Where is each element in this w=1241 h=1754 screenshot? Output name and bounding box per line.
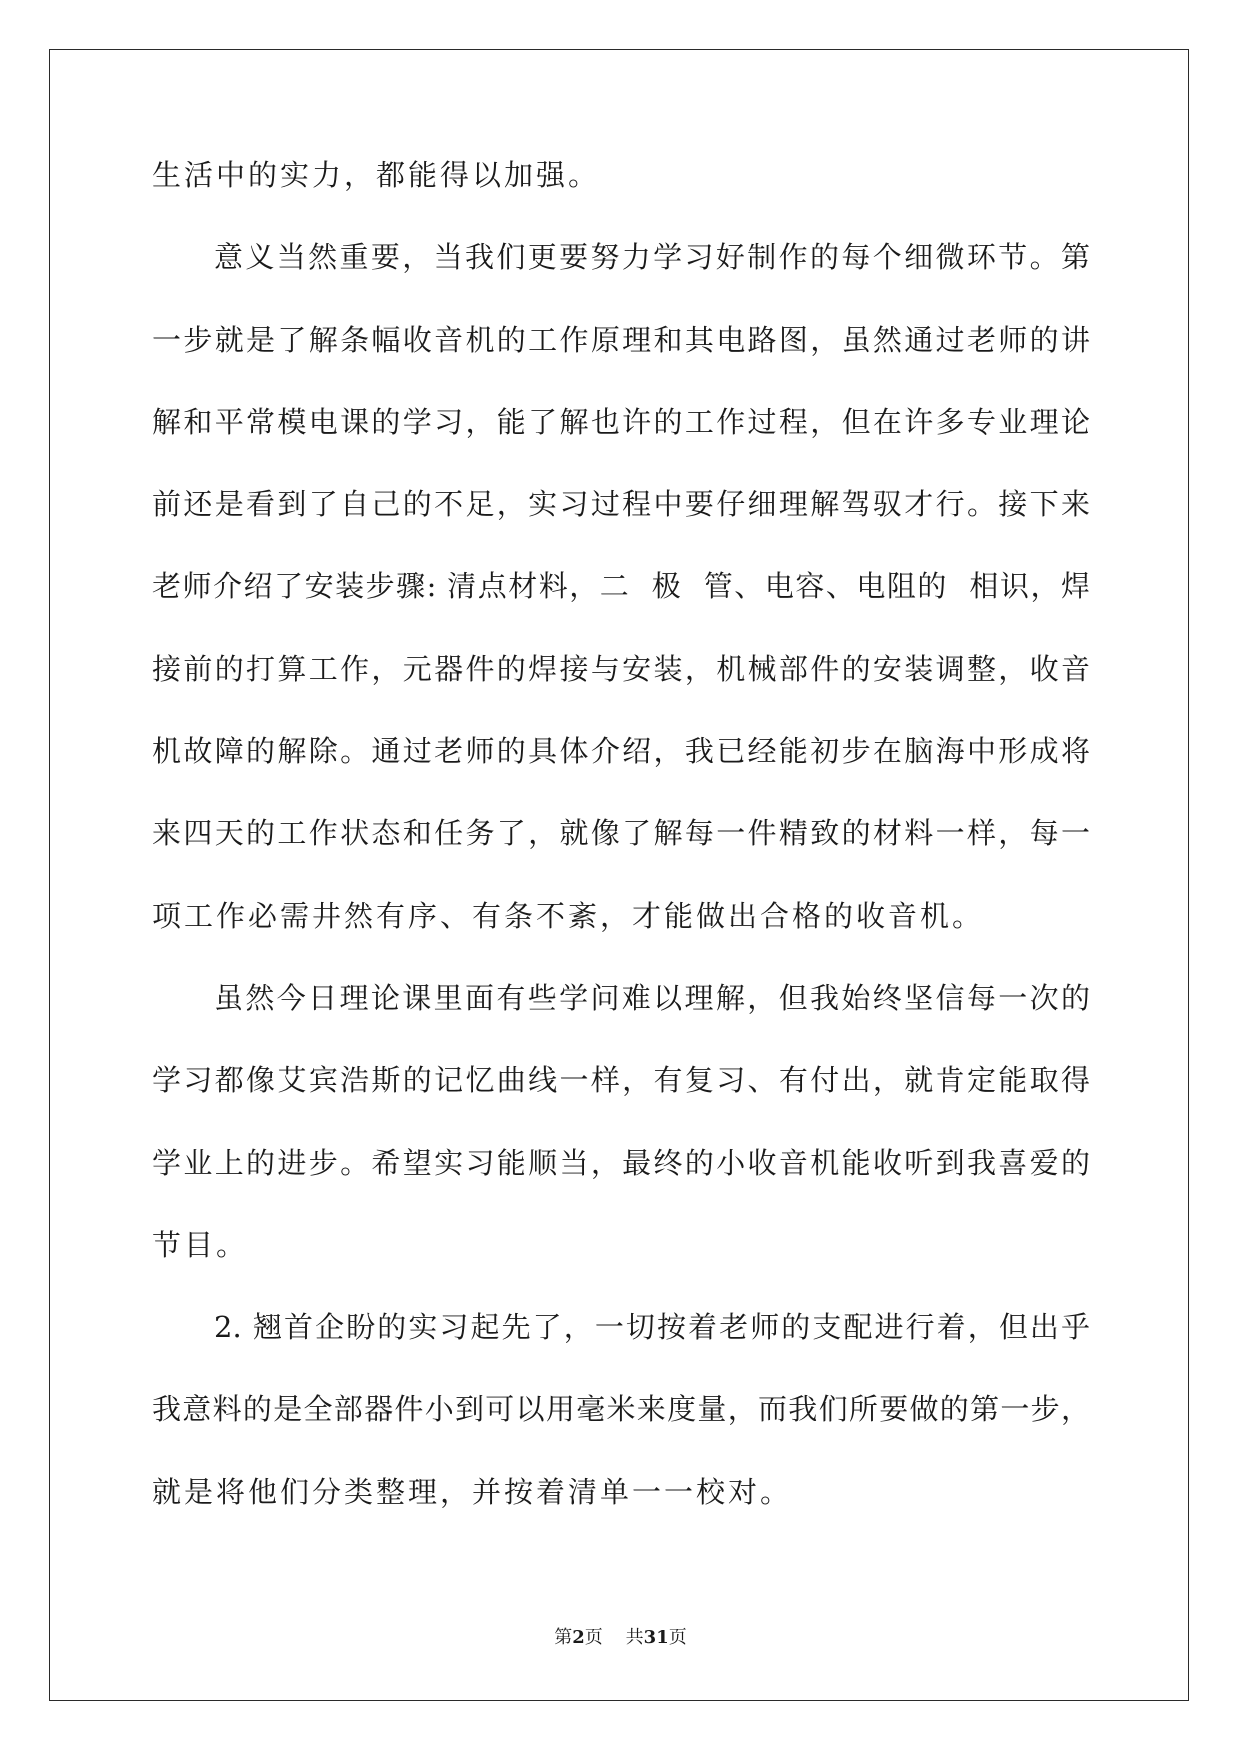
document-body	[152, 155, 1090, 1554]
text-line: 老师介绍了安装步骤: 清点材料，二 极 管、电容、电阻的 相识，焊	[152, 569, 1090, 604]
text-line: 就是将他们分类整理，并按着清单一一校对。	[152, 1474, 793, 1509]
footer-prefix: 第	[554, 1627, 573, 1648]
text-line: 解和平常模电课的学习，能了解也许的工作过程，但在许多专业理论	[152, 404, 1090, 439]
footer-suffix: 页	[668, 1627, 687, 1648]
text-line: 生活中的实力，都能得以加强。	[152, 158, 601, 192]
paragraph-start-line: 2. 翘首企盼的实习起先了，一切按着老师的支配进行着，但出乎	[214, 1310, 1090, 1345]
text-line: 项工作必需井然有序、有条不紊，才能做出合格的收音机。	[152, 898, 985, 933]
text-line: 一步就是了解条幅收音机的工作原理和其电路图，虽然通过老师的讲	[152, 322, 1090, 357]
text-line: 学业上的进步。希望实习能顺当，最终的小收音机能收听到我喜爱的	[152, 1145, 1090, 1180]
total-page-count: 31	[643, 1627, 669, 1648]
footer-mid: 页 共	[584, 1627, 644, 1648]
text-line: 前还是看到了自己的不足，实习过程中要仔细理解驾驭才行。接下来	[152, 487, 1090, 522]
text-line: 机故障的解除。通过老师的具体介绍，我已经能初步在脑海中形成将	[152, 734, 1090, 769]
paragraph-start-line: 虽然今日理论课里面有些学问难以理解，但我始终坚信每一次的	[214, 980, 1090, 1015]
text-line: 接前的打算工作，元器件的焊接与安装，机械部件的安装调整，收音	[152, 651, 1090, 686]
page-number-footer	[0, 1623, 1241, 1649]
paragraph-start-line: 意义当然重要，当我们更要努力学习好制作的每个细微环节。第	[214, 240, 1090, 275]
text-line: 节目。	[152, 1227, 249, 1262]
text-line: 我意料的是全部器件小到可以用毫米来度量，而我们所要做的第一步，	[152, 1392, 1090, 1427]
text-line: 学习都像艾宾浩斯的记忆曲线一样，有复习、有付出，就肯定能取得	[152, 1063, 1090, 1098]
current-page-number: 2	[572, 1627, 585, 1648]
text-line: 来四天的工作状态和任务了，就像了解每一件精致的材料一样，每一	[152, 816, 1090, 851]
